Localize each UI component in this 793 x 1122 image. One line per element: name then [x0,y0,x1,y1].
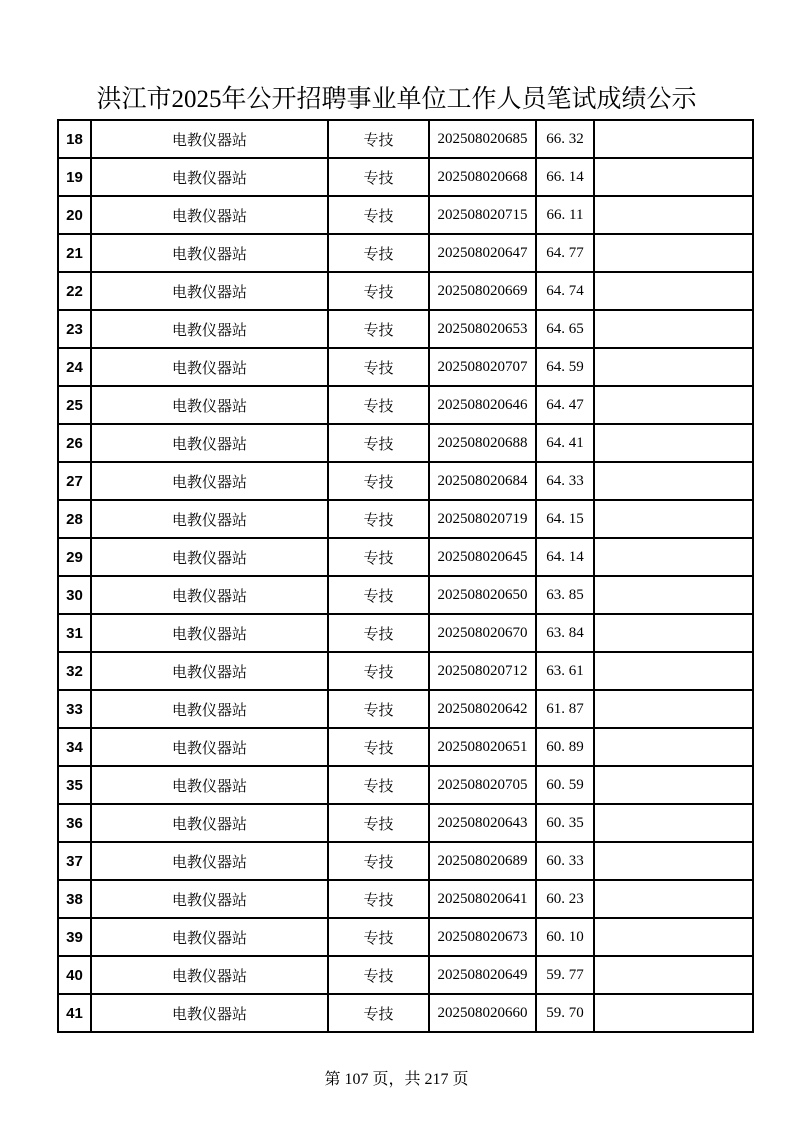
unit-cell: 电教仪器站 [91,576,328,614]
unit-cell: 电教仪器站 [91,614,328,652]
exam-number-cell: 202508020705 [429,766,536,804]
unit-cell: 电教仪器站 [91,158,328,196]
table-row [58,386,753,424]
table-row [58,424,753,462]
table-row [58,576,753,614]
note-cell [594,614,753,652]
note-cell [594,500,753,538]
row-number-cell: 30 [58,576,91,614]
row-number-cell: 18 [58,120,91,158]
exam-number-cell: 202508020719 [429,500,536,538]
unit-cell: 电教仪器站 [91,196,328,234]
exam-number-cell: 202508020646 [429,386,536,424]
exam-number-cell: 202508020647 [429,234,536,272]
row-number-cell: 20 [58,196,91,234]
row-number-cell: 36 [58,804,91,842]
note-cell [594,538,753,576]
exam-number-cell: 202508020645 [429,538,536,576]
table-row [58,652,753,690]
score-cell: 60. 89 [536,728,594,766]
note-cell [594,272,753,310]
note-cell [594,234,753,272]
category-cell: 专技 [328,310,429,348]
unit-cell: 电教仪器站 [91,500,328,538]
category-cell: 专技 [328,766,429,804]
note-cell [594,462,753,500]
row-number-cell: 35 [58,766,91,804]
note-cell [594,994,753,1032]
exam-number-cell: 202508020685 [429,120,536,158]
category-cell: 专技 [328,804,429,842]
note-cell [594,310,753,348]
score-cell: 64. 14 [536,538,594,576]
table-row [58,614,753,652]
unit-cell: 电教仪器站 [91,918,328,956]
table-row [58,158,753,196]
table-row [58,690,753,728]
unit-cell: 电教仪器站 [91,538,328,576]
exam-number-cell: 202508020642 [429,690,536,728]
row-number-cell: 32 [58,652,91,690]
table-row [58,462,753,500]
row-number-cell: 39 [58,918,91,956]
note-cell [594,880,753,918]
score-cell: 59. 77 [536,956,594,994]
row-number-cell: 37 [58,842,91,880]
category-cell: 专技 [328,690,429,728]
category-cell: 专技 [328,614,429,652]
unit-cell: 电教仪器站 [91,424,328,462]
category-cell: 专技 [328,576,429,614]
unit-cell: 电教仪器站 [91,272,328,310]
note-cell [594,196,753,234]
row-number-cell: 25 [58,386,91,424]
row-number-cell: 28 [58,500,91,538]
row-number-cell: 34 [58,728,91,766]
exam-number-cell: 202508020673 [429,918,536,956]
category-cell: 专技 [328,880,429,918]
row-number-cell: 19 [58,158,91,196]
table-row [58,994,753,1032]
category-cell: 专技 [328,956,429,994]
category-cell: 专技 [328,462,429,500]
score-cell: 64. 33 [536,462,594,500]
exam-number-cell: 202508020689 [429,842,536,880]
category-cell: 专技 [328,158,429,196]
unit-cell: 电教仪器站 [91,728,328,766]
note-cell [594,348,753,386]
unit-cell: 电教仪器站 [91,462,328,500]
exam-number-cell: 202508020653 [429,310,536,348]
table-row [58,842,753,880]
unit-cell: 电教仪器站 [91,766,328,804]
score-cell: 61. 87 [536,690,594,728]
exam-number-cell: 202508020669 [429,272,536,310]
score-table [57,119,754,1033]
table-row [58,728,753,766]
table-row [58,272,753,310]
row-number-cell: 26 [58,424,91,462]
category-cell: 专技 [328,918,429,956]
row-number-cell: 27 [58,462,91,500]
table-row [58,766,753,804]
score-table-body [58,120,753,1032]
table-row [58,538,753,576]
row-number-cell: 22 [58,272,91,310]
unit-cell: 电教仪器站 [91,994,328,1032]
note-cell [594,386,753,424]
note-cell [594,158,753,196]
unit-cell: 电教仪器站 [91,120,328,158]
page-title: 洪江市2025年公开招聘事业单位工作人员笔试成绩公示 [96,86,697,113]
note-cell [594,728,753,766]
score-cell: 63. 85 [536,576,594,614]
table-row [58,804,753,842]
unit-cell: 电教仪器站 [91,956,328,994]
note-cell [594,652,753,690]
note-cell [594,576,753,614]
category-cell: 专技 [328,272,429,310]
score-cell: 60. 59 [536,766,594,804]
table-row [58,348,753,386]
score-cell: 64. 74 [536,272,594,310]
score-cell: 63. 61 [536,652,594,690]
table-row [58,234,753,272]
score-cell: 60. 35 [536,804,594,842]
note-cell [594,842,753,880]
category-cell: 专技 [328,348,429,386]
row-number-cell: 31 [58,614,91,652]
score-cell: 64. 15 [536,500,594,538]
exam-number-cell: 202508020715 [429,196,536,234]
score-cell: 60. 33 [536,842,594,880]
score-cell: 64. 65 [536,310,594,348]
category-cell: 专技 [328,234,429,272]
note-cell [594,690,753,728]
unit-cell: 电教仪器站 [91,804,328,842]
exam-number-cell: 202508020643 [429,804,536,842]
table-row [58,120,753,158]
category-cell: 专技 [328,994,429,1032]
row-number-cell: 33 [58,690,91,728]
row-number-cell: 41 [58,994,91,1032]
exam-number-cell: 202508020684 [429,462,536,500]
note-cell [594,956,753,994]
score-cell: 64. 59 [536,348,594,386]
exam-number-cell: 202508020688 [429,424,536,462]
table-row [58,196,753,234]
score-cell: 60. 10 [536,918,594,956]
category-cell: 专技 [328,652,429,690]
score-cell: 59. 70 [536,994,594,1032]
exam-number-cell: 202508020707 [429,348,536,386]
category-cell: 专技 [328,842,429,880]
unit-cell: 电教仪器站 [91,880,328,918]
table-row [58,880,753,918]
row-number-cell: 29 [58,538,91,576]
unit-cell: 电教仪器站 [91,690,328,728]
exam-number-cell: 202508020649 [429,956,536,994]
exam-number-cell: 202508020670 [429,614,536,652]
note-cell [594,804,753,842]
score-cell: 64. 77 [536,234,594,272]
exam-number-cell: 202508020668 [429,158,536,196]
row-number-cell: 40 [58,956,91,994]
row-number-cell: 21 [58,234,91,272]
score-cell: 64. 41 [536,424,594,462]
unit-cell: 电教仪器站 [91,348,328,386]
table-row [58,310,753,348]
page-footer: 第 107 页，共 217 页 [324,1071,469,1088]
unit-cell: 电教仪器站 [91,234,328,272]
exam-number-cell: 202508020660 [429,994,536,1032]
row-number-cell: 23 [58,310,91,348]
table-row [58,500,753,538]
category-cell: 专技 [328,500,429,538]
score-cell: 66. 11 [536,196,594,234]
category-cell: 专技 [328,424,429,462]
row-number-cell: 38 [58,880,91,918]
category-cell: 专技 [328,196,429,234]
unit-cell: 电教仪器站 [91,310,328,348]
exam-number-cell: 202508020641 [429,880,536,918]
note-cell [594,424,753,462]
exam-number-cell: 202508020712 [429,652,536,690]
category-cell: 专技 [328,538,429,576]
score-cell: 66. 14 [536,158,594,196]
category-cell: 专技 [328,120,429,158]
score-cell: 60. 23 [536,880,594,918]
score-cell: 63. 84 [536,614,594,652]
score-cell: 66. 32 [536,120,594,158]
table-row [58,918,753,956]
table-row [58,956,753,994]
unit-cell: 电教仪器站 [91,386,328,424]
exam-number-cell: 202508020650 [429,576,536,614]
unit-cell: 电教仪器站 [91,652,328,690]
category-cell: 专技 [328,386,429,424]
unit-cell: 电教仪器站 [91,842,328,880]
note-cell [594,766,753,804]
note-cell [594,918,753,956]
exam-number-cell: 202508020651 [429,728,536,766]
score-cell: 64. 47 [536,386,594,424]
note-cell [594,120,753,158]
category-cell: 专技 [328,728,429,766]
row-number-cell: 24 [58,348,91,386]
